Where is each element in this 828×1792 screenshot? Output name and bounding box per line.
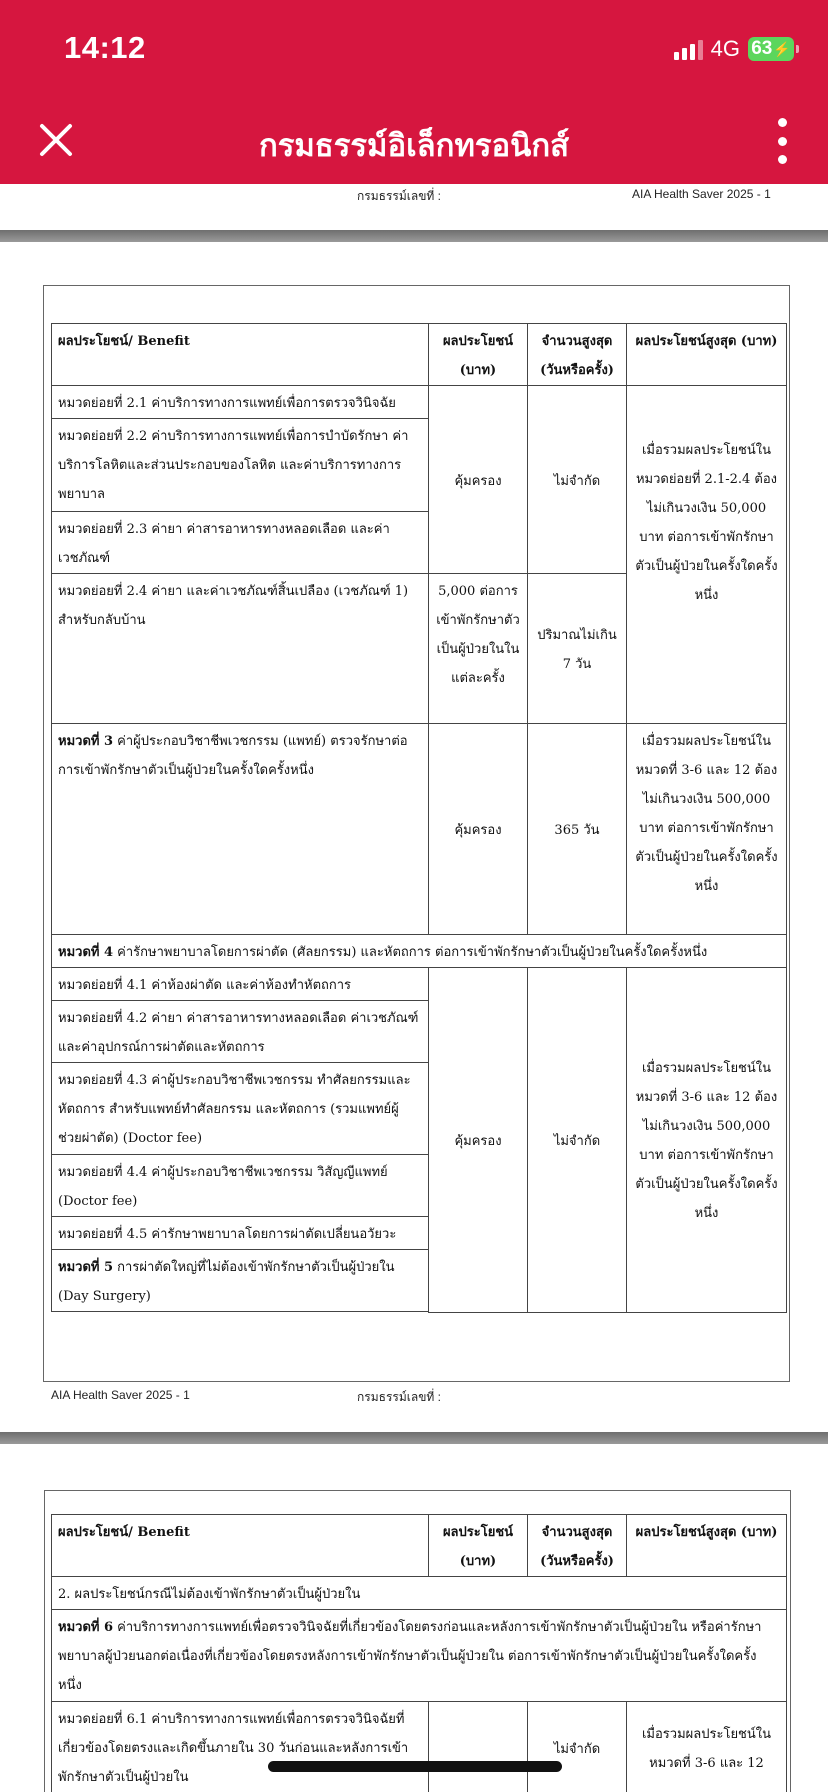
footer-policy-number-label: กรมธรรม์เลขที่ : [357,1390,441,1404]
benefit-cell: หมวดย่อยที่ 6.1 ค่าบริการทางการแพทย์เพื่อการตรวจวินิจฉัยที่เกี่ยวข้องโดยตรงและเกิดขึ้นภายใน 30 วันก่อนและหลังการเข้าพักรักษาตัวเป็นผู้ป่วยใน [52,1702,429,1792]
max-count-cell: ไม่จำกัด [528,968,627,1313]
amount-cell: คุ้มครอง [429,968,528,1313]
category-text: ค่าผู้ประกอบวิชาชีพเวชกรรม (แพทย์) ตรวจรักษาต่อการเข้าพักรักษาตัวเป็นผู้ป่วยในครั้งใดครั้งหนึ่ง [58,734,408,778]
col-header-benefit: ผลประโยชน์/ Benefit [52,1515,429,1577]
status-indicators [674,36,794,62]
col-header-max-count: จำนวนสูงสุด (วันหรือครั้ง) [528,324,627,386]
benefit-cell: หมวดย่อยที่ 2.2 ค่าบริการทางการแพทย์เพื่อการบำบัดรักษา ค่าบริการโลหิตและส่วนประกอบของโลหิต และค่าบริการทางการพยาบาล [52,419,429,512]
page-separator [0,1432,828,1444]
policy-number-label: กรมธรรม์เลขที่ : [357,189,441,203]
section-header-cell: 2. ผลประโยชน์กรณีไม่ต้องเข้าพักรักษาตัวเป็นผู้ป่วยใน [52,1577,787,1610]
pdf-viewer[interactable] [0,184,828,1792]
category-text: ค่ารักษาพยาบาลโดยการผ่าตัด (ศัลยกรรม) และหัตถการ ต่อการเข้าพักรักษาตัวเป็นผู้ป่วยในครั้งใดครั้งหนึ่ง [117,945,708,960]
category-label: หมวดที่ 4 [58,945,114,960]
category-text: ค่าบริการทางการแพทย์เพื่อตรวจวินิจฉัยที่เกี่ยวข้องโดยตรงก่อนและหลังการเข้าพักรักษาตัวเป็นผู้ป่วยใน หรือค่ารักษาพยาบาลผู้ป่วยนอกต่อเนื่องที่เกี่ยวข้องโดยตรงหลังการเข้าพักรักษาตัวเป็นผู้ป่วยใน ต่อการเข้าพักรักษาตัวเป็นผู้ป่วยในครั้งใดครั้งหนึ่ง [58,1620,762,1693]
document-page [0,1444,828,1792]
table-row [52,386,787,419]
max-benefit-cell: เมื่อรวมผลประโยชน์ในหมวดที่ 3-6 และ 12 ต้องไม่เกินวงเงิน 500,000 บาท ต่อการเข้าพักรักษาตัวเป็นผู้ป่วยในครั้งใดครั้งหนึ่ง [627,968,787,1313]
max-benefit-cell: เมื่อรวมผลประโยชน์ในหมวดย่อยที่ 2.1-2.4 ต้องไม่เกินวงเงิน 50,000 บาท ต่อการเข้าพักรักษาตัวเป็นผู้ป่วยในครั้งใดครั้งหนึ่ง [627,386,787,724]
page-title: กรมธรรม์อิเล็กทรอนิกส์ [258,128,570,164]
benefit-cell: หมวดย่อยที่ 4.3 ค่าผู้ประกอบวิชาชีพเวชกรรม ทำศัลยกรรมและหัตถการ สำหรับแพทย์ทำศัลยกรรม และหัตถการ (รวมแพทย์ผู้ช่วยผ่าตัด) (Doctor fee) [52,1063,429,1155]
category-header-cell [52,1610,787,1702]
table-row [52,968,787,1001]
amount-cell: 5,000 ต่อการเข้าพักรักษาตัวเป็นผู้ป่วยในในแต่ละครั้ง [429,574,528,724]
table-header-row [52,1515,787,1577]
amount-cell [429,1702,528,1792]
benefit-cell: หมวดย่อยที่ 4.5 ค่ารักษาพยาบาลโดยการผ่าตัดเปลี่ยนอวัยวะ [52,1217,429,1250]
network-type: 4G [710,36,740,61]
more-vertical-icon [778,118,787,127]
app-header [0,0,828,184]
benefit-table [51,323,787,1313]
benefit-cell: หมวดย่อยที่ 4.2 ค่ายา ค่าสารอาหารทางหลอดเลือด ค่าเวชภัณฑ์ และค่าอุปกรณ์การผ่าตัดและหัตถการ [52,1001,429,1063]
benefit-cell: หมวดย่อยที่ 4.1 ค่าห้องผ่าตัด และค่าห้องทำหัตถการ [52,968,429,1001]
col-header-max-benefit: ผลประโยชน์สูงสุด (บาท) [627,1515,787,1577]
battery-icon: 63 ⚡ [748,37,794,61]
product-name: AIA Health Saver 2025 - 1 [632,187,771,201]
benefit-cell: หมวดย่อยที่ 2.4 ค่ายา และค่าเวชภัณฑ์สิ้นเปลือง (เวชภัณฑ์ 1) สำหรับกลับบ้าน [52,574,429,724]
col-header-amount: ผลประโยชน์ (บาท) [429,324,528,386]
max-count-cell: ไม่จำกัด [528,386,627,574]
more-options-button[interactable] [772,118,792,164]
amount-cell: คุ้มครอง [429,724,528,935]
benefit-cell [52,724,429,935]
previous-page-tail [0,184,828,230]
col-header-max-benefit: ผลประโยชน์สูงสุด (บาท) [627,324,787,386]
category-text: การผ่าตัดใหญ่ที่ไม่ต้องเข้าพักรักษาตัวเป็นผู้ป่วยใน (Day Surgery) [58,1260,395,1304]
benefit-cell: หมวดย่อยที่ 2.3 ค่ายา ค่าสารอาหารทางหลอดเลือด และค่าเวชภัณฑ์ [52,512,429,574]
max-count-cell: 365 วัน [528,724,627,935]
status-time: 14:12 [64,30,146,65]
footer-product-name: AIA Health Saver 2025 - 1 [51,1388,190,1402]
max-count-cell: ปริมาณไม่เกิน 7 วัน [528,574,627,724]
benefit-cell: หมวดย่อยที่ 2.1 ค่าบริการทางการแพทย์เพื่อการตรวจวินิจฉัย [52,386,429,419]
benefit-cell: หมวดย่อยที่ 4.4 ค่าผู้ประกอบวิชาชีพเวชกรรม วิสัญญีแพทย์ (Doctor fee) [52,1155,429,1217]
document-page [0,242,828,1494]
col-header-benefit: ผลประโยชน์/ Benefit [52,324,429,386]
home-indicator[interactable] [268,1761,562,1772]
battery-level: 63 [751,38,773,59]
col-header-max-count: จำนวนสูงสุด (วันหรือครั้ง) [528,1515,627,1577]
max-benefit-cell: เมื่อรวมผลประโยชน์ในหมวดที่ 3-6 และ 12 ต้องไม่เกินวงเงิน 500,000 บาท ต่อการเข้าพักรักษาตัวเป็นผู้ป่วยในครั้งใดครั้งหนึ่ง [627,724,787,935]
max-count-cell: ไม่จำกัด [528,1702,627,1792]
table-row [52,1610,787,1702]
table-row [52,935,787,968]
amount-cell: คุ้มครอง [429,386,528,574]
benefit-table [51,1514,787,1792]
cellular-signal-icon [674,38,703,60]
col-header-amount: ผลประโยชน์ (บาท) [429,1515,528,1577]
table-row [52,724,787,935]
category-label: หมวดที่ 6 [58,1620,114,1635]
page-separator [0,230,828,242]
category-label: หมวดที่ 3 [58,734,114,749]
table-row [52,1702,787,1792]
benefit-cell [52,1250,429,1312]
max-benefit-cell: เมื่อรวมผลประโยชน์ในหมวดที่ 3-6 และ 12 [627,1702,787,1792]
table-row [52,1577,787,1610]
category-header-cell [52,935,787,968]
category-label: หมวดที่ 5 [58,1260,114,1275]
table-header-row [52,324,787,386]
